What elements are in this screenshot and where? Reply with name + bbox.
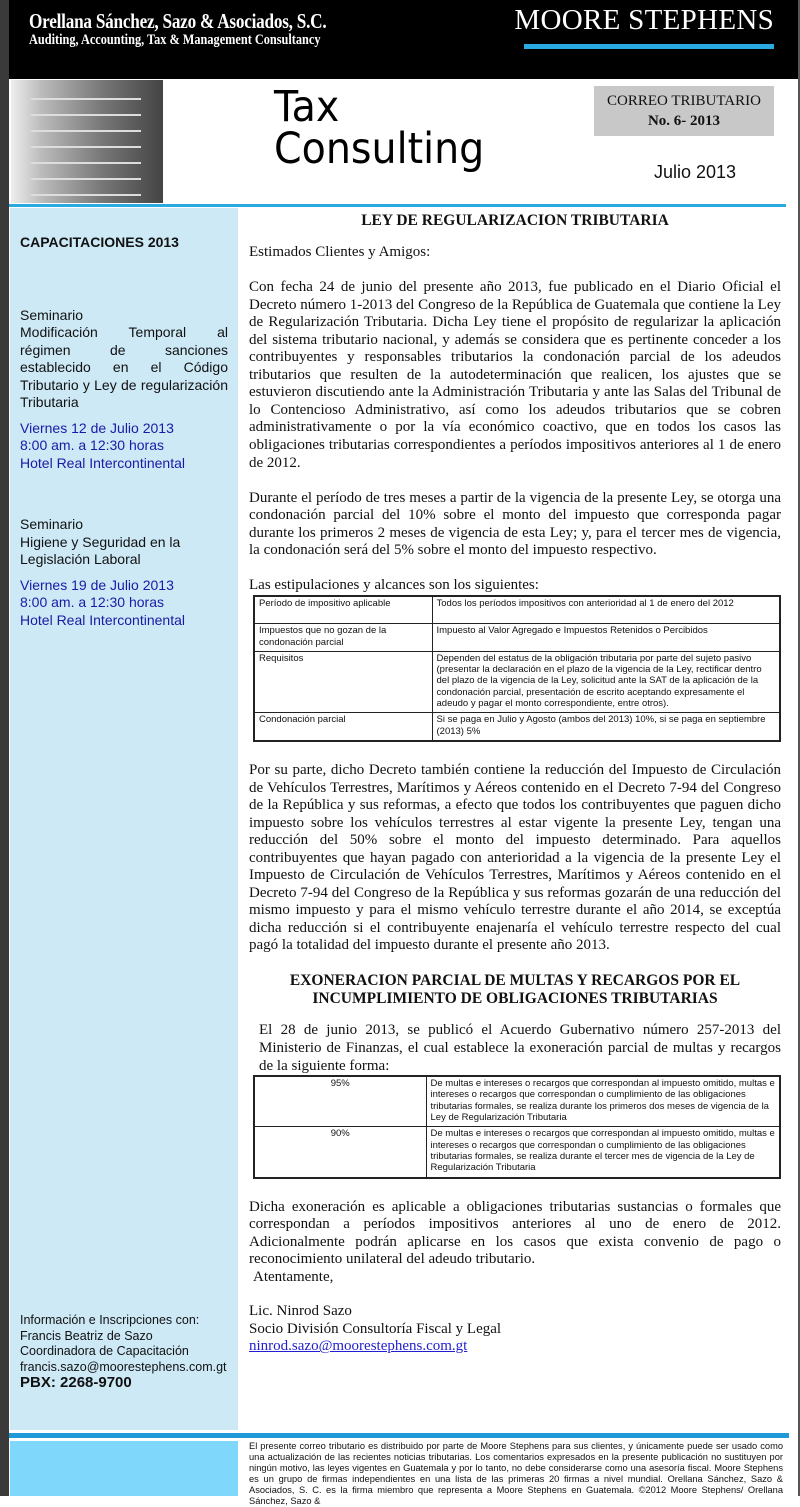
paragraph: El 28 de junio 2013, se publicó el Acuerdo Gubernativo número 257-2013 del Ministerio de Finanzas, el cual establece la exoneración parcial de multas y recargos de la siguiente forma: [259, 1022, 781, 1074]
table-cell: 90% [254, 1127, 426, 1178]
signer-name: Lic. Ninrod Sazo [249, 1303, 352, 1320]
divider [9, 204, 786, 207]
table-cell: Impuestos que no gozan de la condonación parcial [254, 624, 432, 652]
article-title: LEY DE REGULARIZACION TRIBUTARIA [361, 212, 669, 229]
table-cell: Todos los períodos impositivos con anterioridad al 1 de enero del 2012 [432, 596, 780, 624]
table-row [254, 1127, 780, 1178]
table-cell: De multas e intereses o recargos que correspondan al impuesto omitido, multas e intereses o recargos que correspondan o cumplimiento de las obligaciones tributarias formales, se realiza durante el tercer mes de vigencia de la Ley de Regularización Tributaria [426, 1127, 780, 1178]
issue-number: No. 6- 2013 [647, 113, 721, 129]
table-row [254, 624, 780, 652]
event-title: Modificación Temporal al régimen de sanciones establecido en el Código Tributario y Ley de regularización Tributaria [20, 324, 228, 410]
table-cell: Dependen del estatus de la obligación tributaria por parte del sujeto pasivo (presentar la declaración en el plazo de la vigencia de la Ley, rectificar dentro del plazo de la vigencia de la Ley, solicitud ante la SAT de la aplicación de la condonación parcial, presentación de escrito aceptando expresamente el adeudo y pagar el monto correspondiente, entre otros). [432, 651, 780, 712]
event-place: Hotel Real Intercontinental [20, 611, 185, 628]
paragraph: Por su parte, dicho Decreto también contiene la reducción del Impuesto de Circulación de Vehículos Terrestres, Marítimos y Aéreos contenido en el Decreto 7-94 del Congreso de la República y sus reformas, a efecto que todos los contribuyentes que paguen dicho impuesto sobre los vehículos terrestres al estar vigente la presente Ley, tengan una reducción del 50% sobre el monto del impuesto determinado. Para aquellos contribuyentes que hayan pagado con anterioridad a la vigencia de la presente Ley el Impuesto de Circulación de Vehículos Terrestres, Marítimos y Aéreos contenido en el Decreto 7-94 del Congreso de la República y sus reformas gozarán de una reducción del mismo impuesto y para el mismo vehículo terrestre durante el año 2014, se exceptúa dicha reducción si el contribuyente enajenaría el vehículo terrestre respecto del cual pagó la totalidad del impuesto durante el presente año 2013. [249, 761, 781, 954]
event-title: Higiene y Seguridad en la Legislación Laboral [20, 533, 181, 567]
table-row [254, 1076, 780, 1127]
table-cell: Si se paga en Julio y Agosto (ambos del 2013) 10%, si se paga en septiembre (2013) 5% [432, 713, 780, 741]
contact-label: Información e Inscripciones con: [20, 1313, 200, 1327]
closing: Atentamente, [253, 1268, 334, 1285]
brand-bar [524, 44, 774, 49]
footer-disclaimer: El presente correo tributario es distribuido por parte de Moore Stephens para sus clientes, y únicamente puede ser usado como una actualización de las recientes noticias tributarias. Los comentarios expresados en la presente publicación no sustituyen por ningún motivo, las leyes vigentes en Guatemala y por lo tanto, no debe considerarse como una asesoría fiscal. Moore Stephens es un grupo de firmas independientes en una lista de las primeras 20 firmas a nivel mundial. Orellana Sánchez, Sazo & Asociados, S. C. es la firma miembro que representa a Moore Stephens en Guatemala. ©2012 Moore Stephens/ Orellana Sánchez, Sazo & [249, 1441, 783, 1506]
issue-series: CORREO TRIBUTARIO [607, 93, 761, 109]
signature [249, 1269, 781, 1356]
contact-name: Francis Beatriz de Sazo [20, 1328, 153, 1343]
paragraph: Dicha exoneración es aplicable a obligaciones tributarias sustancias o formales que correspondan a períodos impositivos anteriores al uno de enero de 2012. Adicionalmente podrán aplicarse en los casos que exista convenio de pago o reconocimiento unilateral del adeudo tributario. [249, 1198, 781, 1268]
brand-logo: MOORE STEPHENS [514, 4, 774, 36]
table-row [254, 713, 780, 741]
event-date: Viernes 12 de Julio 2013 [20, 419, 174, 436]
firm-logo [29, 9, 326, 49]
signer-email-link[interactable]: ninrod.sazo@moorestephens.com.gt [249, 1338, 468, 1355]
event-date: Viernes 19 de Julio 2013 [20, 576, 174, 593]
paragraph: Las estipulaciones y alcances son los siguientes: [249, 577, 539, 594]
section-title: EXONERACION PARCIAL DE MULTAS Y RECARGOS POR EL INCUMPLIMIENTO DE OBLIGACIONES TRIBUTARIAS [289, 972, 741, 1008]
event-type: Seminario [20, 306, 84, 323]
event-type: Seminario [20, 516, 84, 532]
header [9, 0, 798, 79]
table-cell: Requisitos [254, 651, 432, 712]
firm-name: Orellana Sánchez, Sazo & Asociados, S.C. [29, 9, 327, 33]
stipulations-table [253, 595, 781, 742]
event-details [20, 577, 228, 630]
contact-phone: PBX: 2268-9700 [20, 1374, 132, 1391]
paragraph: Durante el período de tres meses a partir de la vigencia de la presente Ley, se otorga una condonación parcial del 10% sobre el monto del impuesto que corresponda pagar durante los primeros 2 meses de vigencia de esta Ley; y, para el tercer mes de vigencia, la condonación será del 5% sobre el monto del impuesto respectivo. [249, 489, 781, 559]
table-cell: 95% [254, 1076, 426, 1127]
issue-box [594, 86, 774, 136]
signer-role: Socio División Consultoría Fiscal y Legal [249, 1320, 502, 1337]
firm-tagline: Auditing, Accounting, Tax & Management Consultancy [29, 32, 321, 48]
contact-role: Coordinadora de Capacitación [20, 1344, 189, 1358]
issue-month: Julio 2013 [654, 162, 737, 182]
sidebar [10, 208, 238, 1430]
table-cell: De multas e intereses o recargos que correspondan al impuesto omitido, multas e intereses o recargos que correspondan o cumplimiento de las obligaciones tributarias formales, se realiza durante los primeros dos meses de vigencia de la Ley de Regularización Tributaria [426, 1076, 780, 1127]
table-cell: Impuesto al Valor Agregado e Impuestos Retenidos o Percibidos [432, 624, 780, 652]
event-2 [20, 516, 228, 629]
exoneration-table [253, 1075, 781, 1178]
event-time: 8:00 am. a 12:30 horas [20, 437, 164, 453]
table-row [254, 596, 780, 624]
event-time: 8:00 am. a 12:30 horas [20, 594, 164, 610]
table-cell: Condonación parcial [254, 713, 432, 741]
greeting: Estimados Clientes y Amigos: [249, 244, 431, 260]
footer-divider [9, 1433, 789, 1438]
article [249, 212, 781, 1356]
building-image [11, 80, 163, 203]
event-details [20, 420, 228, 473]
paragraph: Con fecha 24 de junio del presente año 2013, fue publicado en el Diario Oficial el Decreto número 1-2013 del Congreso de la República de Guatemala que contiene la Ley de Regularización Tributaria. Dicha Ley tiene el propósito de regularizar la aplicación del sistema tributario nacional, y además se considera que es pertinente conceder a los contribuyentes y responsables tributarios la condonación parcial de los adeudos tributarios que resulten de la autodeterminación que realicen, los ajustes que se estuvieron discutiendo ante la Administración Tributaria y ante las Salas del Tribunal de lo Contencioso Administrativo, así como los adeudos tributarios que se cobren administrativamente o por la vía económico coactivo, que en todos los casos las obligaciones tributarias correspondientes a períodos impositivos anteriores al 1 de enero de 2012. [249, 279, 781, 471]
newsletter-title: Tax Consulting [274, 82, 485, 174]
contact-info [20, 1313, 227, 1391]
contact-email[interactable]: francis.sazo@moorestephens.com.gt [20, 1359, 227, 1374]
table-row [254, 651, 780, 712]
event-1 [20, 307, 228, 473]
table-cell: Período de impositivo aplicable [254, 596, 432, 624]
event-place: Hotel Real Intercontinental [20, 454, 185, 471]
footer-sidebar [10, 1441, 238, 1496]
sidebar-heading: CAPACITACIONES 2013 [20, 234, 179, 250]
